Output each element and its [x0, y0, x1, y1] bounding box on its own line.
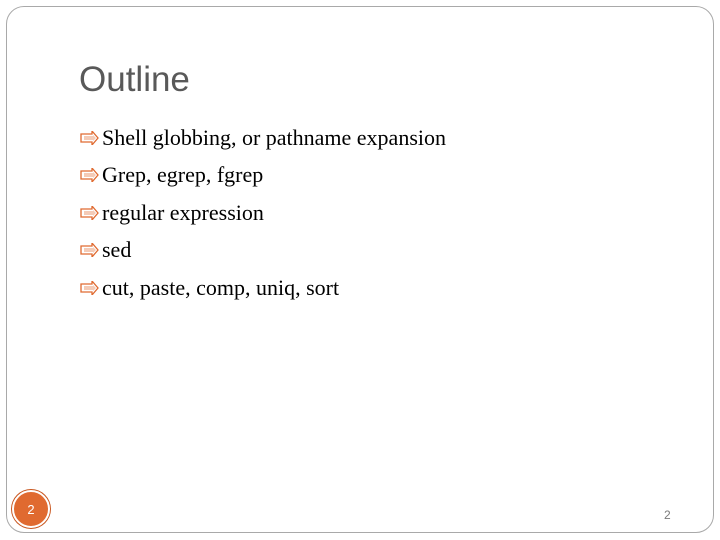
- list-item: [80, 119, 446, 157]
- slide-number-badge: 2: [12, 490, 50, 528]
- arrow-bullet-icon: [80, 281, 99, 295]
- bullet-list: [80, 119, 446, 307]
- arrow-bullet-icon: [80, 206, 99, 220]
- arrow-bullet-icon: [80, 243, 99, 257]
- bullet-text: regular expression: [102, 199, 264, 225]
- bullet-text: Grep, egrep, fgrep: [102, 162, 264, 188]
- list-item: [80, 269, 446, 307]
- bullet-text: cut, paste, comp, uniq, sort: [102, 274, 340, 300]
- arrow-bullet-icon: [80, 168, 99, 182]
- list-item: [80, 232, 446, 270]
- page-number: 2: [664, 508, 671, 522]
- bullet-text: Shell globbing, or pathname expansion: [102, 124, 446, 150]
- bullet-text: sed: [102, 237, 132, 263]
- slide-title: Outline: [79, 60, 190, 99]
- list-item: [80, 194, 446, 232]
- list-item: [80, 157, 446, 195]
- arrow-bullet-icon: [80, 131, 99, 145]
